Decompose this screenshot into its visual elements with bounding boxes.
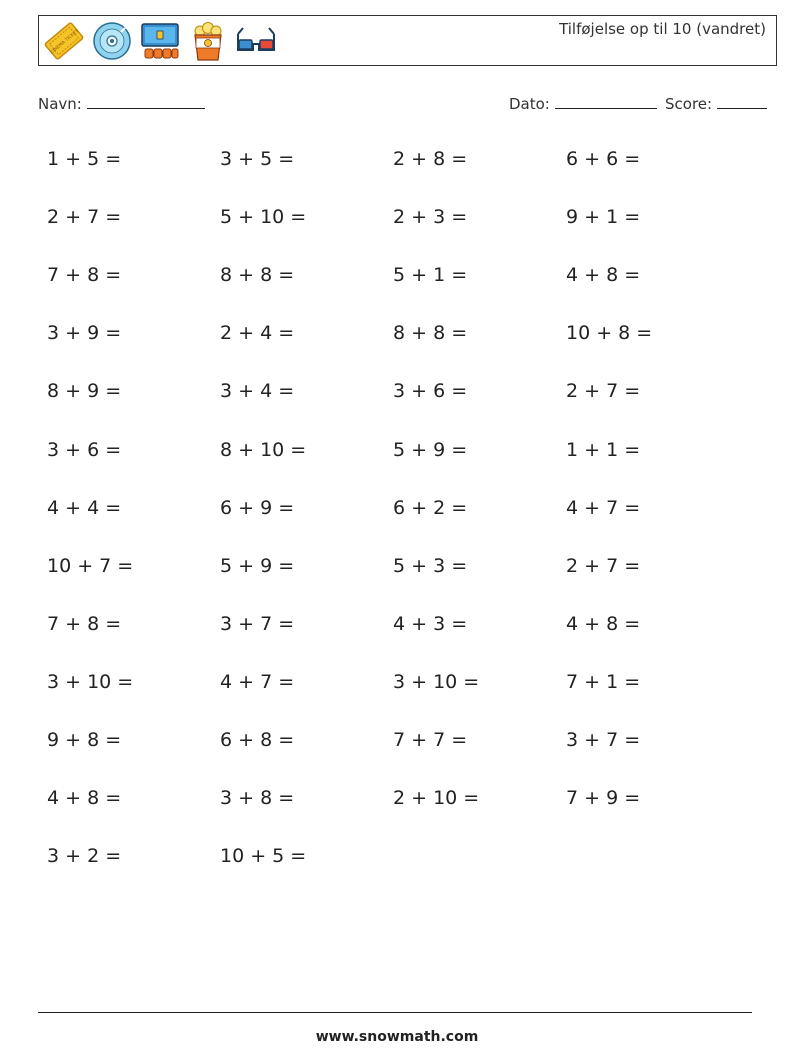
problem-r5-c1: 8 + 9 = (47, 380, 122, 403)
cinema-ticket-icon (43, 20, 85, 62)
problem-r5-c4: 2 + 7 = (566, 380, 641, 403)
problem-r13-c1: 3 + 2 = (47, 845, 122, 868)
problem-r4-c3: 8 + 8 = (393, 322, 468, 345)
problem-r3-c4: 4 + 8 = (566, 264, 641, 287)
problem-r2-c4: 9 + 1 = (566, 206, 641, 229)
problem-r10-c2: 4 + 7 = (220, 670, 295, 693)
score-line[interactable] (717, 94, 767, 109)
problem-r6-c3: 5 + 9 = (393, 438, 468, 461)
problem-r4-c4: 10 + 8 = (566, 322, 653, 345)
problem-r11-c3: 7 + 7 = (393, 729, 468, 751)
problem-r3-c1: 7 + 8 = (47, 264, 122, 287)
date-field[interactable] (509, 94, 657, 113)
header-icons (43, 20, 277, 62)
problem-r11-c1: 9 + 8 = (47, 729, 122, 751)
3d-glasses-icon (235, 20, 277, 62)
problem-r3-c3: 5 + 1 = (393, 264, 468, 287)
problem-r4-c2: 2 + 4 = (220, 322, 295, 345)
problem-r10-c1: 3 + 10 = (47, 670, 134, 693)
header-box (38, 15, 777, 66)
problem-r7-c2: 6 + 9 = (220, 496, 295, 519)
problem-r13-c2: 10 + 5 = (220, 845, 307, 868)
score-label: Score: (665, 95, 713, 113)
problem-r12-c2: 3 + 8 = (220, 787, 295, 810)
name-label: Navn: (38, 95, 82, 113)
problem-r9-c1: 7 + 8 = (47, 612, 122, 635)
problem-r6-c2: 8 + 10 = (220, 438, 307, 461)
problem-r11-c4: 3 + 7 = (566, 729, 641, 751)
score-field[interactable] (665, 94, 767, 113)
problem-r4-c1: 3 + 9 = (47, 322, 122, 345)
footer-divider (38, 1012, 752, 1013)
problem-r5-c2: 3 + 4 = (220, 380, 295, 403)
ticket-text: CINEMA TICKET (50, 29, 80, 56)
problem-r9-c4: 4 + 8 = (566, 612, 641, 635)
problem-r11-c2: 6 + 8 = (220, 729, 295, 751)
problem-r8-c4: 2 + 7 = (566, 554, 641, 577)
problem-r10-c3: 3 + 10 = (393, 670, 480, 693)
problem-r2-c1: 2 + 7 = (47, 206, 122, 229)
problem-r5-c3: 3 + 6 = (393, 380, 468, 403)
problem-r3-c2: 8 + 8 = (220, 264, 295, 287)
problem-r10-c4: 7 + 1 = (566, 670, 641, 693)
problem-r2-c3: 2 + 3 = (393, 206, 468, 229)
problem-r8-c2: 5 + 9 = (220, 554, 295, 577)
problem-r8-c3: 5 + 3 = (393, 554, 468, 577)
problem-r9-c3: 4 + 3 = (393, 612, 468, 635)
problem-r6-c4: 1 + 1 = (566, 438, 641, 461)
name-line[interactable] (87, 94, 205, 109)
problem-r1-c3: 2 + 8 = (393, 148, 468, 170)
problem-r1-c2: 3 + 5 = (220, 148, 295, 170)
popcorn-icon (187, 20, 229, 62)
problem-r1-c1: 1 + 5 = (47, 148, 122, 170)
problem-r1-c4: 6 + 6 = (566, 148, 641, 170)
problem-r6-c1: 3 + 6 = (47, 438, 122, 461)
problem-r12-c1: 4 + 8 = (47, 787, 122, 810)
dvd-disc-icon (91, 20, 133, 62)
problem-r9-c2: 3 + 7 = (220, 612, 295, 635)
problem-r7-c1: 4 + 4 = (47, 496, 122, 519)
footer-url: www.snowmath.com (315, 1029, 479, 1045)
problem-r7-c3: 6 + 2 = (393, 496, 468, 519)
name-field[interactable] (38, 94, 205, 113)
movie-screen-icon (139, 20, 181, 62)
worksheet-title: Tilføjelse op til 10 (vandret) (559, 20, 766, 38)
problem-r12-c3: 2 + 10 = (393, 787, 480, 810)
problem-r2-c2: 5 + 10 = (220, 206, 307, 229)
problem-r12-c4: 7 + 9 = (566, 787, 641, 810)
date-line[interactable] (555, 94, 657, 109)
problem-r8-c1: 10 + 7 = (47, 554, 134, 577)
problem-r7-c4: 4 + 7 = (566, 496, 641, 519)
date-label: Dato: (509, 95, 550, 113)
